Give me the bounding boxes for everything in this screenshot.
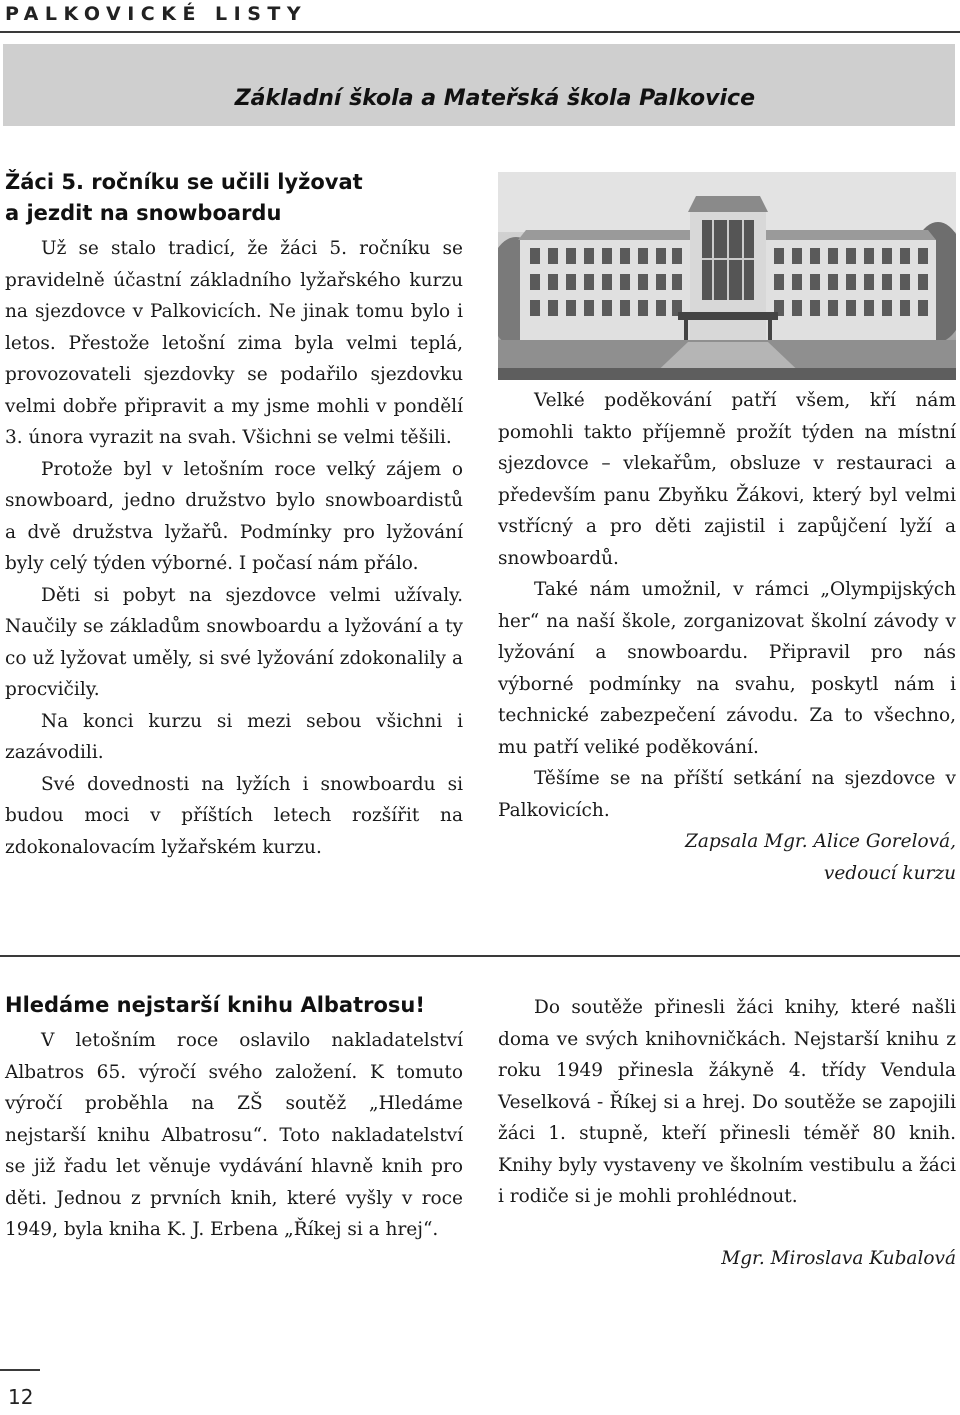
article-ski-paragraph-2: Protože byl v letošním roce velký zájem o snowboard, jedno družstvo bylo snowboardistů a dvě družstva lyžařů. Podmínky pro lyžování byly celý týden výborné. I počasí nám přálo.: [5, 458, 463, 574]
article-albatros-title: Hledáme nejstarší knihu Albatrosu!: [5, 993, 425, 1017]
section-title: Základní škola a Mateřská škola Palkovice: [234, 86, 755, 111]
article-ski-thanks-paragraph: Velké poděkování patří všem, kří nám pomohli takto příjemně prožít týden na místní sjezdovce – vlekařům, obsluze v restauraci a především panu Zbyňku Žákovi, který byl velmi vstřícný a pro děti zajistil i zapůjčení lyží a snowboardů.: [498, 390, 956, 569]
article-albatros-right-column: [498, 992, 956, 1274]
article-albatros-paragraph-2: Do soutěže přinesli žáci knihy, které našli doma ve svých knihovničkách. Nejstarší knihu z roku 1949 přinesla žákyně 4. třídy Vendula Veselková - Říkej si a hrej. Do soutěže se zapojili žáci 1. stupně, kteří přinesli téměř 80 knih. Knihy byly vystaveny ve školním vestibulu a žáci i rodiče si je mohli prohlédnout.: [498, 997, 956, 1207]
article-ski-signature-name: Zapsala Mgr. Alice Gorelová,: [685, 831, 956, 852]
article-ski-title: [5, 167, 463, 229]
page-number: 12: [8, 1385, 34, 1409]
school-building-photo: [498, 172, 956, 380]
section-bar: [3, 44, 955, 126]
article-ski-signature-role: vedoucí kurzu: [823, 862, 956, 884]
article-ski-right-column: [498, 385, 956, 889]
article-ski-paragraph-3: Děti si pobyt na sjezdovce velmi užívaly. Naučily se základům snowboardu a lyžování a ty co už lyžovat uměly, si své lyžování zdokonalily a procvičily.: [5, 584, 463, 700]
article-ski-olympics-paragraph: Také nám umožnil, v rámci „Olympijských her“ na naší škole, zorganizovat školní závody v lyžování a snowboardu. Připravil pro nás výborné podmínky na svahu, poskytl nám i technické zabezpečení závodu. Za to všechno, mu patří veliké poděkování.: [498, 579, 956, 758]
article-ski-closing-paragraph: Těšíme se na příští setkání na sjezdovce v Palkovicích.: [498, 768, 956, 821]
article-albatros-paragraph-1: V letošním roce oslavilo nakladatelství Albatros 65. výročí svého založení. K tomuto výročí proběhla na ZŠ soutěž „Hledáme nejstarší knihu Albatrosu“. Toto nakladatelství se již řadu let věnuje vydávání hlavně knih pro děti. Jednou z prvních knih, které vyšly v roce 1949, byla kniha K. J. Erbena „Říkej si a hrej“.: [5, 1030, 463, 1240]
article-ski-paragraph-4: Na konci kurzu si mezi sebou všichni i zazávodili.: [5, 710, 463, 763]
article-ski-title-line-1: Žáci 5. ročníku se učili lyžovat: [5, 170, 363, 194]
middle-rule: [0, 955, 960, 957]
article-ski-left-column: [5, 167, 463, 863]
article-ski-paragraph-5: Své dovednosti na lyžích i snowboardu si budou moci v příštích letech rozšířit na zdokonalovacím lyžařském kurzu.: [5, 773, 463, 858]
article-ski-paragraph-1: Už se stalo tradicí, že žáci 5. ročníku se pravidelně účastní základního lyžařského kurzu na sjezdovce v Palkovicích. Ne jinak tomu bylo i letos. Přestože letošní zima byla velmi teplá, provozovateli sjezdovky se podařilo sjezdovku velmi dobře připravit a my jsme mohli v pondělí 3. února vyrazit na svah. Všichni se velmi těšili.: [5, 238, 463, 448]
article-ski-title-line-2: a jezdit na snowboardu: [5, 201, 282, 225]
article-albatros-left-column: [5, 990, 463, 1246]
article-albatros-signature: Mgr. Miroslava Kubalová: [721, 1247, 956, 1269]
masthead: PALKOVICKÉ LISTY: [5, 3, 308, 25]
page-number-rule: [0, 1369, 40, 1371]
top-rule: [0, 31, 960, 33]
